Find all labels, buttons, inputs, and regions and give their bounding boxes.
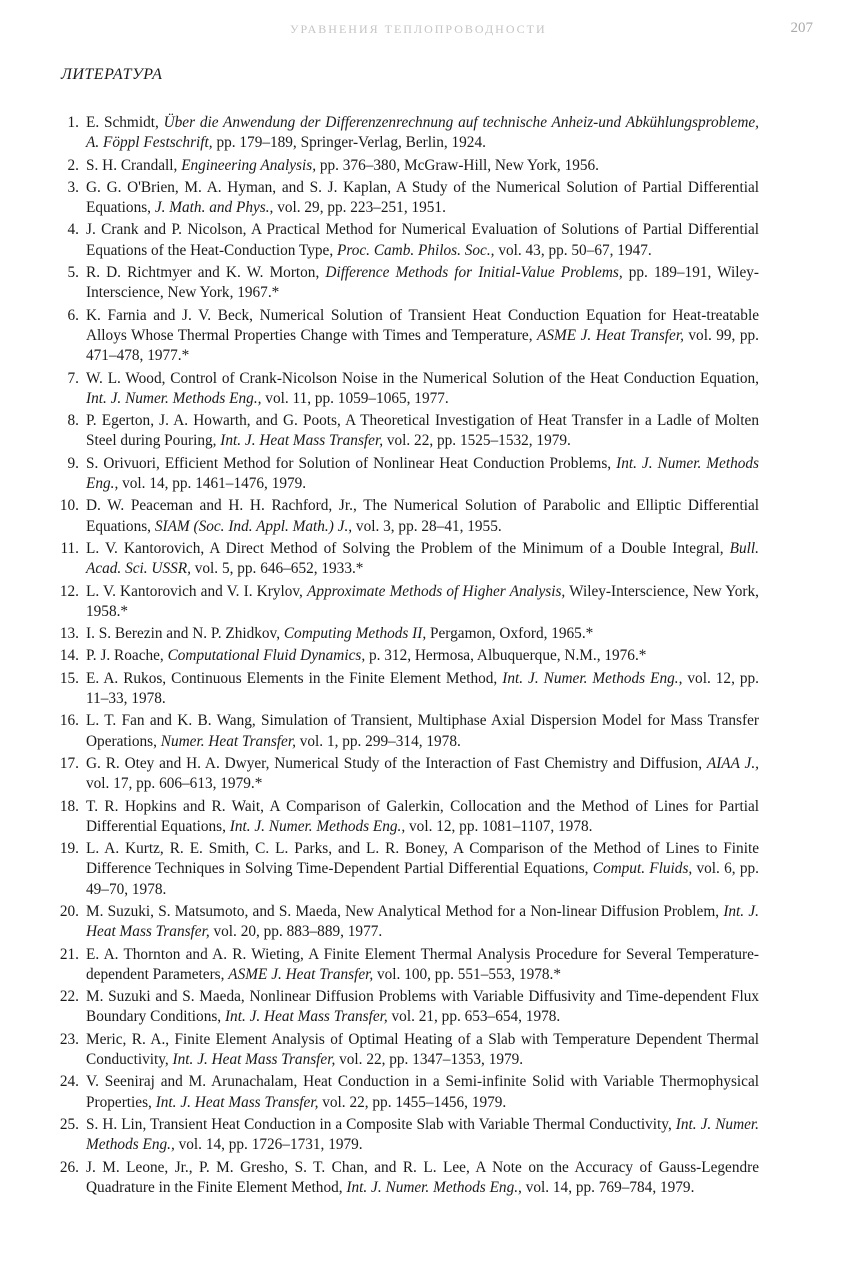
reference-source-title: J. Math. and Phys., (154, 199, 274, 217)
reference-text-segment: K. Farnia and J. V. Beck, Numerical Solution of Transient Heat Conduction Equation for Heat-treatable Alloys Whose Thermal Properties Change with Times and Temperature, (86, 306, 759, 344)
reference-text-segment: S. Orivuori, Efficient Method for Solution of Nonlinear Heat Conduction Problems, (86, 454, 617, 472)
reference-text-segment: S. H. Lin, Transient Heat Conduction in a Composite Slab with Variable Thermal Conductivity, (86, 1115, 676, 1133)
reference-source-title: Int. J. Numer. Methods Eng., (86, 454, 759, 493)
reference-number: 6. (67, 306, 79, 324)
reference-source-title: Int. J. Numer. Methods Eng., (346, 1178, 522, 1196)
reference-text-segment: E. Schmidt, (86, 114, 164, 131)
reference-text-segment: L. V. Kantorovich and V. I. Krylov, (86, 582, 307, 600)
reference-source-title: ASME J. Heat Transfer, (228, 965, 374, 983)
reference-source-title: Engineering Analysis, (181, 156, 317, 174)
reference-item (54, 306, 759, 367)
reference-text-segment: vol. 11, pp. 1059–1065, 1977. (261, 389, 449, 407)
reference-item (54, 454, 759, 495)
reference-text (86, 646, 759, 666)
reference-text (86, 582, 759, 623)
reference-text-segment: vol. 3, pp. 28–41, 1955. (352, 517, 502, 535)
reference-text-segment: G. G. O'Brien, M. A. Hyman, and S. J. Kaplan, A Study of the Numerical Solution of Partial Differential Equations, (86, 178, 759, 217)
reference-source-title: Int. J. Numer. Methods Eng., (229, 817, 406, 835)
reference-number: 18. (59, 797, 79, 815)
reference-item (54, 1072, 759, 1113)
reference-text (86, 539, 759, 580)
reference-text-segment: vol. 14, pp. 1461–1476, 1979. (118, 475, 307, 493)
page-number: 207 (790, 20, 813, 36)
reference-number: 26. (59, 1158, 79, 1176)
reference-text-segment: R. D. Richtmyer and K. W. Morton, (86, 264, 326, 282)
reference-text (86, 496, 759, 537)
reference-number: 3. (67, 178, 79, 196)
reference-number: 14. (59, 647, 79, 665)
reference-text-segment: vol. 14, pp. 769–784, 1979. (521, 1178, 695, 1196)
reference-text-segment: Wiley-Interscience, New York, 1958.* (86, 582, 759, 620)
reference-text-segment: vol. 6, pp. 49–70, 1978. (86, 860, 760, 898)
reference-text-segment: vol. 1, pp. 299–314, 1978. (295, 732, 461, 750)
reference-source-title: Computational Fluid Dynamics, (167, 647, 366, 665)
reference-text (86, 754, 759, 795)
reference-number: 10. (59, 497, 79, 515)
reference-text (86, 411, 759, 452)
reference-source-title: Über die Anwendung der Differenzenrechnung auf technische Anheiz-und Abkühlungsprobleme, A. Föppl Festschrift, (86, 114, 759, 152)
reference-source-title: SIAM (Soc. Ind. Appl. Math.) J., (154, 517, 353, 535)
reference-text (86, 624, 759, 644)
reference-text (86, 1158, 759, 1199)
reference-text-segment: pp. 376–380, McGraw-Hill, New York, 1956. (316, 156, 599, 174)
reference-text (86, 1115, 759, 1156)
reference-text-segment: vol. 5, pp. 646–652, 1933.* (190, 560, 364, 578)
reference-text-segment: vol. 99, pp. 471–478, 1977.* (86, 326, 759, 365)
reference-text-segment: vol. 43, pp. 50–67, 1947. (494, 241, 652, 259)
reference-source-title: Int. J. Numer. Methods Eng., (502, 669, 683, 687)
reference-text-segment: vol. 100, pp. 551–553, 1978.* (373, 965, 561, 983)
reference-item (54, 754, 759, 795)
reference-list (54, 113, 759, 1200)
reference-text-segment: P. J. Roache, (86, 647, 168, 665)
reference-text-segment: V. Seeniraj and M. Arunachalam, Heat Conduction in a Semi-infinite Solid with Variable Thermophysical Properties, (86, 1073, 759, 1111)
reference-text (86, 263, 759, 304)
reference-item (54, 263, 759, 304)
reference-text-segment: vol. 20, pp. 883–889, 1977. (209, 923, 383, 941)
reference-item (54, 178, 759, 219)
reference-text-segment: vol. 21, pp. 653–654, 1978. (387, 1008, 561, 1026)
reference-number: 8. (67, 412, 79, 430)
reference-item (54, 220, 759, 261)
reference-text (86, 454, 759, 495)
reference-source-title: Int. J. Heat Mass Transfer, (224, 1008, 388, 1026)
reference-text (86, 987, 759, 1028)
reference-number: 25. (59, 1115, 79, 1133)
reference-text-segment: P. Egerton, J. A. Howarth, and G. Poots, A Theoretical Investigation of Heat Transfer in a Ladle of Molten Steel during Pouring, (86, 412, 759, 450)
reference-item (54, 945, 759, 986)
reference-item (54, 156, 759, 176)
reference-number: 12. (59, 582, 79, 600)
reference-text-segment: vol. 22, pp. 1455–1456, 1979. (318, 1093, 507, 1111)
reference-source-title: Int. J. Numer. Methods Eng., (86, 1115, 759, 1154)
reference-text-segment: vol. 22, pp. 1347–1353, 1979. (335, 1051, 524, 1069)
reference-number: 5. (67, 264, 79, 282)
reference-item (54, 624, 759, 644)
reference-text-segment: pp. 179–189, Springer-Verlag, Berlin, 1924. (212, 134, 486, 152)
reference-text (86, 711, 759, 752)
reference-source-title: Int. J. Heat Mass Transfer, (172, 1051, 336, 1069)
reference-text (86, 1072, 759, 1113)
reference-text (86, 306, 759, 367)
reference-source-title: AIAA J., (706, 754, 759, 772)
reference-number: 23. (59, 1030, 79, 1048)
reference-item (54, 1030, 759, 1071)
reference-text-segment: I. S. Berezin and N. P. Zhidkov, (86, 625, 284, 643)
reference-text (86, 178, 759, 219)
reference-text-segment: L. V. Kantorovich, A Direct Method of Solving the Problem of the Minimum of a Double Integral, (86, 539, 730, 557)
reference-text-segment: E. A. Rukos, Continuous Elements in the Finite Element Method, (86, 669, 503, 687)
reference-text-segment: p. 312, Hermosa, Albuquerque, N.M., 1976.* (365, 647, 647, 665)
reference-item (54, 839, 759, 900)
reference-item (54, 902, 759, 943)
reference-item (54, 539, 759, 580)
reference-item (54, 582, 759, 623)
reference-text (86, 369, 759, 410)
reference-source-title: Bull. Acad. Sci. USSR, (86, 539, 759, 578)
reference-number: 2. (67, 156, 79, 174)
reference-source-title: Int. J. Numer. Methods Eng., (86, 389, 262, 407)
reference-item (54, 113, 759, 154)
reference-text-segment: L. T. Fan and K. B. Wang, Simulation of Transient, Multiphase Axial Dispersion Model for Mass Transfer Operations, (86, 712, 759, 750)
reference-number: 20. (59, 902, 79, 920)
reference-text (86, 1030, 759, 1071)
reference-text (86, 902, 759, 943)
reference-text-segment: G. R. Otey and H. A. Dwyer, Numerical Study of the Interaction of Fast Chemistry and Diffusion, (86, 754, 707, 772)
reference-text-segment: vol. 17, pp. 606–613, 1979.* (86, 775, 263, 793)
reference-text-segment: L. A. Kurtz, R. E. Smith, C. L. Parks, and L. R. Boney, A Comparison of the Method of Lines to Finite Difference Techniques in Solving Time-Dependent Partial Differential Equations, (86, 840, 759, 878)
reference-source-title: Int. J. Heat Mass Transfer, (86, 902, 759, 941)
reference-text-segment: Pergamon, Oxford, 1965.* (426, 625, 594, 643)
reference-number: 22. (59, 988, 79, 1006)
reference-number: 16. (59, 712, 79, 730)
reference-item (54, 711, 759, 752)
reference-source-title: Difference Methods for Initial-Value Problems, (325, 264, 623, 282)
reference-source-title: Comput. Fluids, (592, 860, 693, 878)
reference-text (86, 797, 759, 838)
reference-number: 15. (59, 669, 79, 687)
reference-source-title: Computing Methods II, (283, 625, 427, 643)
reference-text-segment: D. W. Peaceman and H. H. Rachford, Jr., The Numerical Solution of Parabolic and Elliptic Differential Equations, (86, 497, 759, 535)
reference-text (86, 945, 759, 986)
reference-text (86, 156, 759, 176)
reference-item (54, 411, 759, 452)
reference-number: 11. (60, 539, 79, 557)
reference-text (86, 113, 759, 154)
reference-item (54, 369, 759, 410)
reference-text-segment: M. Suzuki and S. Maeda, Nonlinear Diffusion Problems with Variable Diffusivity and Time-dependent Flux Boundary Conditions, (86, 988, 759, 1026)
reference-item (54, 496, 759, 537)
reference-number: 19. (59, 840, 79, 858)
reference-number: 24. (59, 1073, 79, 1091)
reference-source-title: Int. J. Heat Mass Transfer, (155, 1093, 319, 1111)
reference-item (54, 797, 759, 838)
reference-text-segment: M. Suzuki, S. Matsumoto, and S. Maeda, New Analytical Method for a Non-linear Diffusion Problem, (86, 902, 724, 920)
reference-text (86, 669, 759, 710)
reference-source-title: Numer. Heat Transfer, (160, 732, 296, 750)
reference-text-segment: J. Crank and P. Nicolson, A Practical Method for Numerical Evaluation of Solutions of Partial Differential Equations of the Heat-Conduction Type, (86, 221, 759, 259)
reference-number: 21. (59, 945, 79, 963)
reference-source-title: Proc. Camb. Philos. Soc., (337, 241, 495, 259)
reference-number: 17. (59, 754, 79, 772)
reference-item (54, 987, 759, 1028)
reference-text (86, 839, 759, 900)
reference-text-segment: vol. 12, pp. 1081–1107, 1978. (405, 817, 593, 835)
reference-text-segment: W. L. Wood, Control of Crank-Nicolson Noise in the Numerical Solution of the Heat Conduction Equation, (86, 369, 759, 387)
reference-text-segment: vol. 29, pp. 223–251, 1951. (273, 199, 446, 217)
reference-number: 4. (67, 221, 79, 239)
reference-source-title: Int. J. Heat Mass Transfer, (220, 432, 384, 450)
reference-text-segment: J. M. Leone, Jr., P. M. Gresho, S. T. Chan, and R. L. Lee, A Note on the Accuracy of Gauss-Legendre Quadrature in the Finite Element Method, (86, 1158, 759, 1196)
reference-text (86, 220, 759, 261)
reference-source-title: ASME J. Heat Transfer, (537, 326, 684, 344)
reference-number: 13. (59, 625, 79, 643)
reference-source-title: Approximate Methods of Higher Analysis, (306, 582, 566, 600)
reference-item (54, 646, 759, 666)
reference-text-segment: vol. 22, pp. 1525–1532, 1979. (383, 432, 571, 450)
section-title: ЛИТЕРАТУРА (61, 66, 163, 83)
reference-text-segment: S. H. Crandall, (86, 156, 182, 174)
reference-text-segment: pp. 189–191, Wiley-Interscience, New York, 1967.* (86, 264, 760, 302)
reference-item (54, 669, 759, 710)
reference-text-segment: Meric, R. A., Finite Element Analysis of Optimal Heating of a Slab with Temperature Dependent Thermal Conductivity, (86, 1030, 759, 1069)
reference-text-segment: E. A. Thornton and A. R. Wieting, A Finite Element Thermal Analysis Procedure for Several Temperature-dependent Parameters, (86, 945, 759, 983)
reference-item (54, 1158, 759, 1199)
reference-item (54, 1115, 759, 1156)
running-head: УРАВНЕНИЯ ТЕПЛОПРОВОДНОСТИ (290, 22, 547, 36)
reference-number: 9. (67, 454, 79, 472)
reference-text-segment: T. R. Hopkins and R. Wait, A Comparison of Galerkin, Collocation and the Method of Lines for Partial Differential Equations, (86, 797, 759, 835)
reference-number: 1. (67, 114, 79, 131)
reference-text-segment: vol. 14, pp. 1726–1731, 1979. (174, 1136, 363, 1154)
reference-text-segment: vol. 12, pp. 11–33, 1978. (86, 669, 760, 708)
reference-number: 7. (67, 369, 79, 387)
